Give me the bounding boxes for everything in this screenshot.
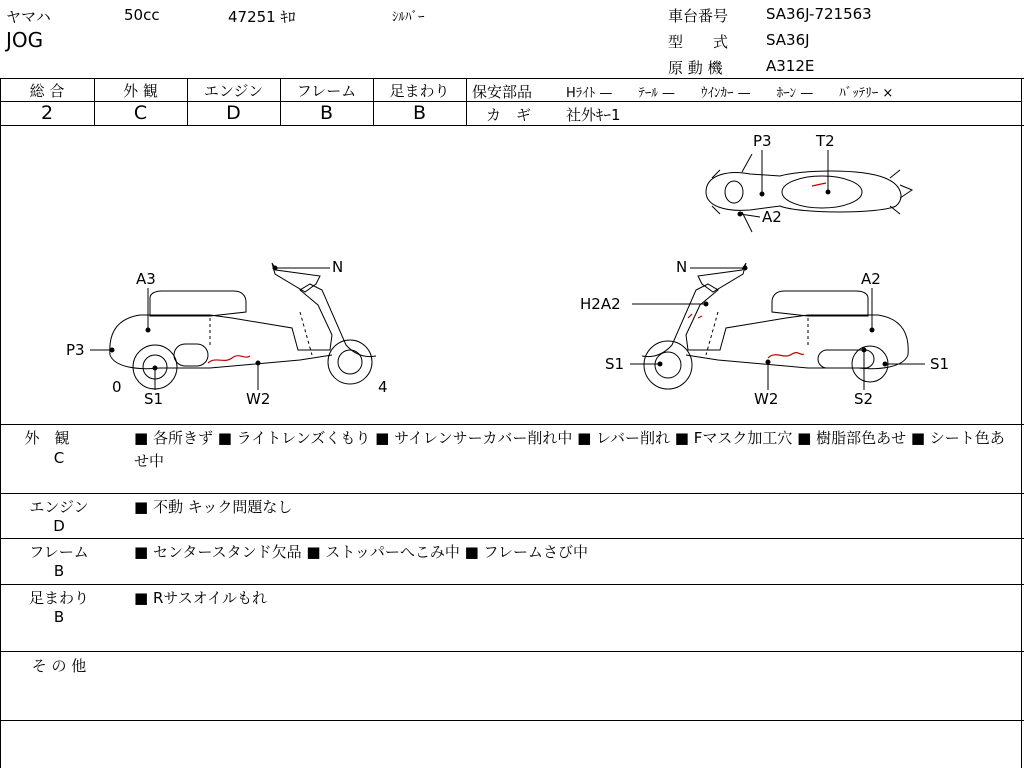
safety-row-divider — [466, 101, 1022, 102]
grade-label-overall: 総 合 — [29, 82, 65, 100]
scooter-top-view-icon — [706, 154, 912, 232]
mileage: 47251 ｷﾛ — [228, 8, 296, 26]
type-label: 型 式 — [668, 33, 729, 51]
section-grade-frame: B — [53, 562, 65, 580]
engine-label: 原 動 機 — [668, 59, 723, 77]
color: ｼﾙﾊﾞｰ — [392, 10, 425, 25]
safety-label: 保安部品 — [472, 83, 533, 101]
grade-value-engine: D — [226, 102, 241, 124]
section-text-suspension: ■ Rサスオイルもれ — [134, 589, 268, 607]
label-right-s1-right: S1 — [930, 355, 950, 373]
damage-mark — [768, 353, 804, 358]
section-label-exterior: 外 観 — [24, 429, 70, 447]
engine-value: A312E — [766, 57, 815, 75]
safety-items: Hﾗｲﾄ — ﾃｰﾙ — ｳｲﾝｶｰ — ﾎｰﾝ — ﾊﾞｯﾃﾘｰ × — [566, 86, 894, 101]
section-divider — [0, 651, 1024, 652]
label-right-s1-left: S1 — [605, 355, 625, 373]
diagram-bottom-border — [0, 424, 1024, 425]
label-right-s2: S2 — [854, 390, 874, 408]
section-text-frame: ■ センタースタンド欠品 ■ ストッパーへこみ中 ■ フレームさび中 — [134, 543, 588, 561]
section-text-engine: ■ 不動 キック問題なし — [134, 498, 293, 516]
maker: ヤマハ — [6, 8, 51, 26]
key-value: 社外ｷｰ1 — [566, 106, 621, 124]
label-four: 4 — [378, 378, 388, 396]
section-label-suspension: 足まわり — [28, 589, 89, 607]
label-right-a2: A2 — [861, 270, 881, 288]
label-top-t2: T2 — [816, 132, 835, 150]
section-label-frame: フレーム — [29, 543, 89, 561]
displacement: 50cc — [124, 6, 160, 24]
grade-value-suspension: B — [412, 102, 427, 124]
label-w2: W2 — [246, 390, 271, 408]
key-label: カ ギ — [486, 106, 532, 124]
section-grade-engine: D — [53, 517, 65, 535]
damage-mark — [208, 356, 250, 363]
grade-value-exterior: C — [133, 102, 148, 124]
label-right-w2: W2 — [754, 390, 779, 408]
grade-label-exterior: 外 観 — [123, 82, 158, 100]
grade-label-engine: エンジン — [203, 82, 264, 100]
section-divider — [0, 720, 1024, 721]
label-p3: P3 — [66, 341, 85, 359]
label-right-h2a2: H2A2 — [580, 295, 621, 313]
grade-table-top-border — [0, 78, 1024, 79]
section-divider — [0, 584, 1024, 585]
frame-number-label: 車台番号 — [668, 7, 729, 25]
damage-diagram — [0, 126, 1024, 424]
label-a3: A3 — [136, 270, 156, 288]
type-value: SA36J — [766, 31, 810, 49]
frame-number: SA36J-721563 — [766, 5, 872, 23]
label-top-a2: A2 — [762, 208, 782, 226]
label-zero: 0 — [112, 378, 122, 396]
section-grade-exterior: C — [53, 449, 65, 467]
model-name: JOG — [6, 28, 44, 52]
label-right-n: N — [676, 258, 688, 276]
section-divider — [0, 538, 1024, 539]
damage-mark — [812, 183, 826, 186]
section-text-exterior: ■ 各所きず ■ ライトレンズくもり ■ サイレンサーカバー削れ中 ■ レバー削れ ■ Fマスク加工穴 ■ 樹脂部色あせ ■ シート色あせ中 — [134, 429, 1005, 470]
label-top-p3: P3 — [753, 132, 772, 150]
section-label-other: そ の 他 — [31, 657, 87, 675]
section-grade-suspension: B — [53, 608, 65, 626]
grade-value-overall: 2 — [40, 102, 54, 124]
grade-label-suspension: 足まわり — [389, 82, 450, 100]
label-s1: S1 — [144, 390, 164, 408]
grade-value-frame: B — [319, 102, 334, 124]
grade-label-frame: フレーム — [296, 82, 357, 100]
label-n: N — [332, 258, 344, 276]
section-label-engine: エンジン — [29, 498, 89, 516]
section-divider — [0, 493, 1024, 494]
